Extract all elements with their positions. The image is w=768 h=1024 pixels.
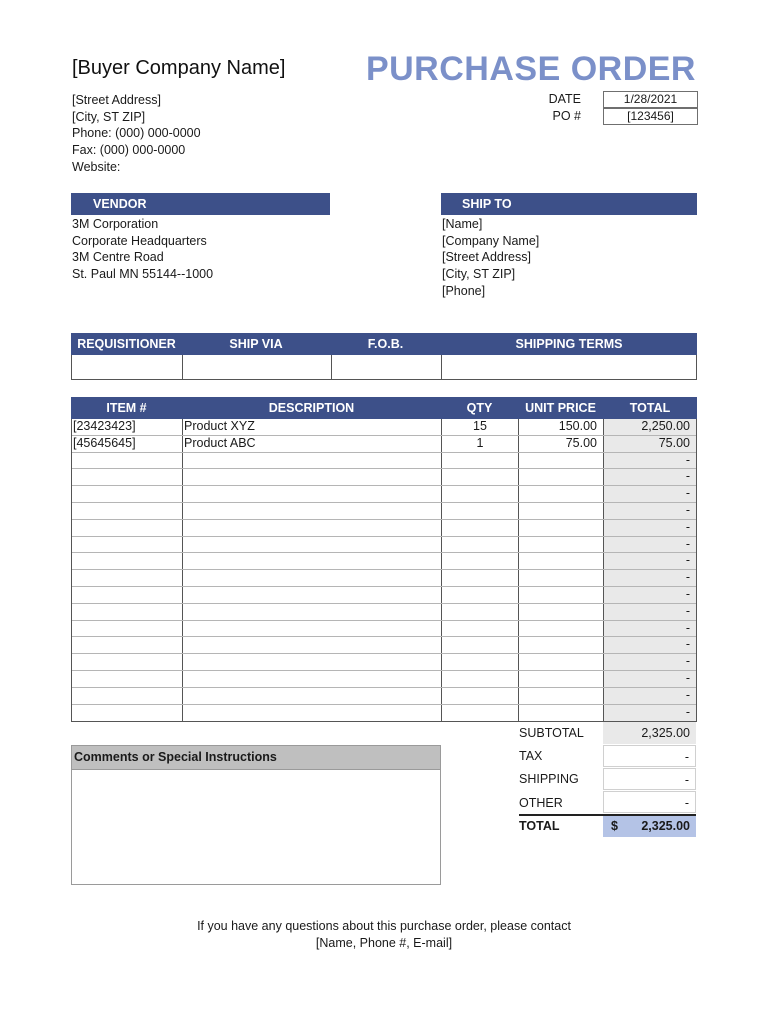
item-number-cell[interactable]: [72, 705, 183, 722]
line-total-cell: -: [604, 604, 696, 620]
item-number-cell[interactable]: [72, 537, 183, 553]
qty-cell[interactable]: [442, 453, 519, 469]
qty-cell[interactable]: [442, 688, 519, 704]
description-cell[interactable]: [183, 671, 442, 687]
qty-cell[interactable]: [442, 520, 519, 536]
currency-symbol: $: [611, 819, 618, 833]
description-cell[interactable]: [183, 654, 442, 670]
description-cell[interactable]: [183, 553, 442, 569]
item-number-cell[interactable]: [72, 671, 183, 687]
qty-cell[interactable]: [442, 553, 519, 569]
item-number-cell[interactable]: [72, 604, 183, 620]
qty-cell[interactable]: [442, 469, 519, 485]
qty-cell[interactable]: [442, 570, 519, 586]
comments-header: Comments or Special Instructions: [72, 746, 440, 770]
table-row: [72, 705, 696, 722]
buyer-website: Website:: [72, 159, 121, 174]
qty-cell[interactable]: [442, 503, 519, 519]
table-row: [72, 453, 696, 470]
shipping-terms-cell[interactable]: [442, 355, 696, 379]
shipping-terms-header: SHIPPING TERMS: [515, 337, 623, 351]
description-cell[interactable]: [183, 570, 442, 586]
item-number-cell[interactable]: [45645645]: [72, 436, 183, 452]
line-total-cell: -: [604, 553, 696, 569]
requisitioner-cell[interactable]: [72, 355, 183, 379]
ship-to-line: [Company Name]: [442, 233, 540, 248]
ship-to-header: SHIP TO: [441, 193, 697, 215]
item-number-cell[interactable]: [72, 688, 183, 704]
line-total-cell: -: [604, 503, 696, 519]
unit-price-cell[interactable]: [519, 537, 604, 553]
comments-textarea[interactable]: [72, 770, 440, 885]
description-cell[interactable]: [183, 486, 442, 502]
vendor-header: VENDOR: [71, 193, 330, 215]
description-header: DESCRIPTION: [268, 401, 355, 415]
unit-price-cell[interactable]: [519, 654, 604, 670]
shipping-field[interactable]: -: [603, 768, 696, 790]
unit-price-cell[interactable]: [519, 705, 604, 722]
line-total-cell: -: [604, 705, 696, 722]
grand-total-cell: [603, 816, 696, 837]
line-total-cell: -: [604, 621, 696, 637]
requisition-input-row: [71, 355, 697, 380]
unit-price-cell[interactable]: [519, 520, 604, 536]
unit-price-cell[interactable]: [519, 637, 604, 653]
description-cell[interactable]: [183, 688, 442, 704]
grand-total-value: 2,325.00: [641, 819, 690, 833]
table-row: [72, 520, 696, 537]
table-row: [72, 503, 696, 520]
table-row: [72, 604, 696, 621]
table-row: [72, 637, 696, 654]
description-cell[interactable]: [183, 453, 442, 469]
qty-cell[interactable]: 1: [442, 436, 519, 452]
footer-line: If you have any questions about this purchase order, please contact: [197, 919, 571, 933]
item-number-cell[interactable]: [72, 621, 183, 637]
table-row: [72, 621, 696, 638]
description-cell[interactable]: [183, 587, 442, 603]
item-number-cell[interactable]: [72, 654, 183, 670]
qty-cell[interactable]: [442, 486, 519, 502]
footer-contact: [100, 918, 668, 952]
item-number-cell[interactable]: [72, 486, 183, 502]
fob-cell[interactable]: [332, 355, 442, 379]
table-row: [72, 486, 696, 503]
shipping-label: SHIPPING: [519, 772, 579, 786]
line-total-cell: -: [604, 453, 696, 469]
buyer-address-block: [72, 92, 201, 176]
unit-price-cell[interactable]: [519, 503, 604, 519]
vendor-line: 3M Corporation: [72, 217, 159, 231]
qty-cell[interactable]: [442, 705, 519, 722]
ship-to-line: [Phone]: [442, 283, 486, 298]
unit-price-cell[interactable]: [519, 453, 604, 469]
description-cell[interactable]: Product XYZ: [183, 419, 442, 435]
footer-contact-placeholder: [Name, Phone #, E-mail]: [315, 936, 453, 950]
unit-price-cell[interactable]: [519, 621, 604, 637]
description-cell[interactable]: [183, 604, 442, 620]
item-number-cell[interactable]: [72, 637, 183, 653]
line-total-cell: -: [604, 537, 696, 553]
vendor-address-block: [72, 216, 213, 283]
date-label: DATE: [548, 92, 581, 106]
line-total-cell: -: [604, 520, 696, 536]
table-row: [72, 570, 696, 587]
item-number-header: ITEM #: [106, 401, 147, 415]
buyer-fax: Fax: (000) 000-0000: [72, 143, 186, 158]
ship-to-line: [Street Address]: [442, 250, 531, 265]
requisition-header-row: [71, 333, 697, 355]
qty-cell[interactable]: [442, 654, 519, 670]
ship-to-line: [City, ST ZIP]: [442, 267, 516, 282]
item-number-cell[interactable]: [23423423]: [72, 419, 183, 435]
po-number-label: PO #: [552, 109, 581, 123]
qty-cell[interactable]: [442, 587, 519, 603]
ship-to-line: [Name]: [442, 217, 483, 231]
description-cell[interactable]: [183, 469, 442, 485]
buyer-city: [City, ST ZIP]: [72, 109, 146, 124]
unit-price-cell[interactable]: 150.00: [519, 419, 604, 435]
other-field[interactable]: -: [603, 791, 696, 813]
tax-label: TAX: [519, 749, 543, 763]
buyer-company-name: [Buyer Company Name]: [72, 57, 286, 79]
item-number-cell[interactable]: [72, 469, 183, 485]
table-row: [72, 537, 696, 554]
qty-cell[interactable]: [442, 604, 519, 620]
line-total-cell: -: [604, 486, 696, 502]
comments-box: [71, 745, 441, 885]
unit-price-cell[interactable]: [519, 671, 604, 687]
description-cell[interactable]: [183, 503, 442, 519]
subtotal-label: SUBTOTAL: [519, 726, 584, 740]
table-row: [72, 688, 696, 705]
qty-cell[interactable]: [442, 671, 519, 687]
qty-cell[interactable]: [442, 621, 519, 637]
table-row: [72, 553, 696, 570]
ship-to-address-block: [442, 216, 539, 300]
vendor-line: St. Paul MN 55144--1000: [72, 267, 214, 282]
grand-total-label: TOTAL: [519, 819, 560, 833]
item-number-cell[interactable]: [72, 453, 183, 469]
line-total-cell: -: [604, 671, 696, 687]
unit-price-cell[interactable]: [519, 570, 604, 586]
description-cell[interactable]: [183, 637, 442, 653]
unit-price-cell[interactable]: [519, 688, 604, 704]
line-total-cell: 2,250.00: [604, 419, 696, 435]
line-total-cell: -: [604, 587, 696, 603]
table-row: [72, 419, 696, 436]
unit-price-cell[interactable]: [519, 486, 604, 502]
line-total-cell: -: [604, 570, 696, 586]
qty-cell[interactable]: 15: [442, 419, 519, 435]
items-header-row: [71, 397, 697, 419]
item-number-cell[interactable]: [72, 553, 183, 569]
other-label: OTHER: [519, 796, 563, 810]
item-number-cell[interactable]: [72, 587, 183, 603]
table-row: [72, 671, 696, 688]
qty-cell[interactable]: [442, 637, 519, 653]
requisitioner-header: REQUISITIONER: [77, 337, 176, 351]
table-row: [72, 469, 696, 486]
unit-price-cell[interactable]: [519, 604, 604, 620]
po-number-field[interactable]: [123456]: [603, 108, 698, 125]
qty-header: QTY: [466, 401, 493, 415]
date-field[interactable]: 1/28/2021: [603, 91, 698, 108]
ship-via-header: SHIP VIA: [229, 337, 283, 351]
item-number-cell[interactable]: [72, 570, 183, 586]
table-row: [72, 587, 696, 604]
description-cell[interactable]: [183, 537, 442, 553]
buyer-street: [Street Address]: [72, 93, 161, 107]
unit-price-cell[interactable]: [519, 587, 604, 603]
document-title: PURCHASE ORDER: [365, 50, 696, 88]
table-row: [72, 436, 696, 453]
description-cell[interactable]: [183, 621, 442, 637]
ship-via-cell[interactable]: [183, 355, 331, 379]
tax-field[interactable]: -: [603, 745, 696, 767]
item-number-cell[interactable]: [72, 520, 183, 536]
buyer-phone: Phone: (000) 000-0000: [72, 126, 201, 141]
item-number-cell[interactable]: [72, 503, 183, 519]
fob-header: F.O.B.: [367, 337, 404, 351]
line-total-cell: -: [604, 654, 696, 670]
description-cell[interactable]: [183, 705, 442, 722]
vendor-line: 3M Centre Road: [72, 250, 164, 265]
unit-price-cell[interactable]: [519, 469, 604, 485]
unit-price-cell[interactable]: [519, 553, 604, 569]
vendor-line: Corporate Headquarters: [72, 233, 207, 248]
line-total-cell: -: [604, 469, 696, 485]
unit-price-cell[interactable]: 75.00: [519, 436, 604, 452]
total-header: TOTAL: [629, 401, 671, 415]
subtotal-value: 2,325.00: [603, 722, 696, 744]
description-cell[interactable]: Product ABC: [183, 436, 442, 452]
line-total-cell: -: [604, 637, 696, 653]
qty-cell[interactable]: [442, 537, 519, 553]
line-total-cell: -: [604, 688, 696, 704]
items-table-body: [71, 419, 697, 722]
description-cell[interactable]: [183, 520, 442, 536]
unit-price-header: UNIT PRICE: [525, 401, 596, 415]
table-row: [72, 654, 696, 671]
line-total-cell: 75.00: [604, 436, 696, 452]
